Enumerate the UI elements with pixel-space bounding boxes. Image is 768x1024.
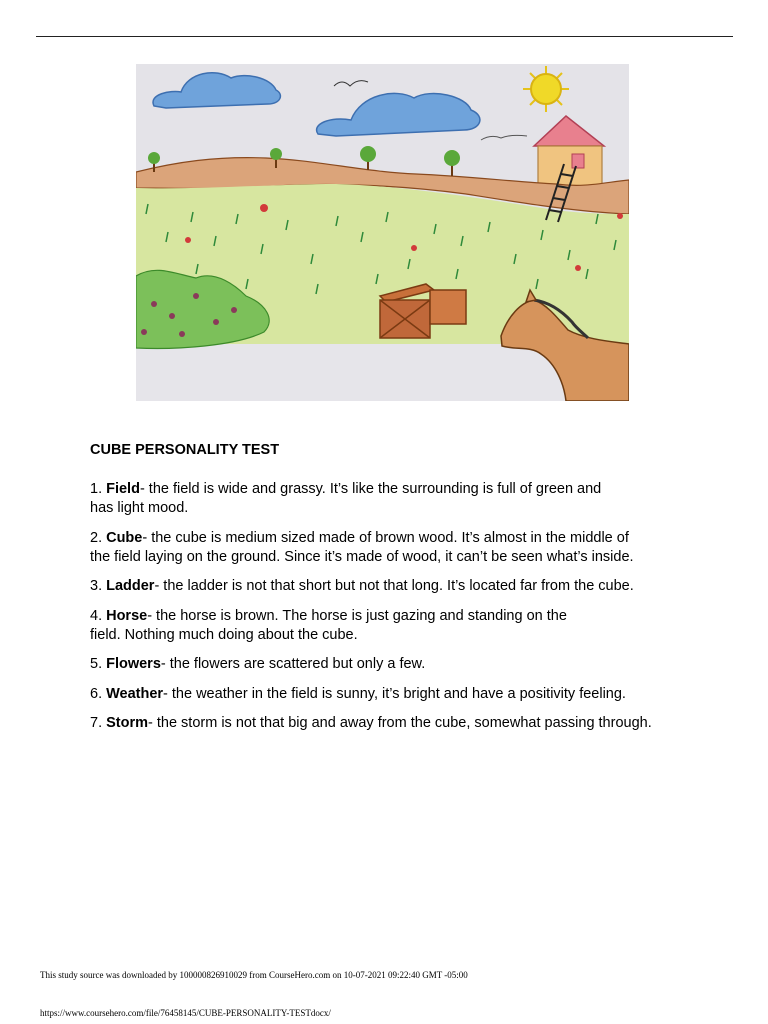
list-item-ladder	[90, 577, 690, 596]
answer-list	[90, 480, 690, 744]
item-term: Ladder	[106, 578, 155, 594]
item-text: - the ladder is not that short but not that long. It’s located far from the cube.	[154, 578, 634, 594]
item-number: 2.	[90, 529, 103, 546]
list-item-weather	[90, 685, 690, 704]
list-item-field	[90, 480, 690, 518]
download-note: This study source was downloaded by 100000826910029 from CourseHero.com on 10-07-2021 09:22:40 GMT -05:00	[40, 970, 468, 980]
item-term: Field	[106, 481, 140, 497]
item-text: - the flowers are scattered but only a few.	[160, 656, 426, 672]
list-item-cube	[90, 529, 690, 567]
item-number: 3.	[90, 578, 103, 594]
drawing-svg	[136, 64, 629, 401]
item-number: 7.	[90, 715, 103, 731]
list-item-flowers	[90, 655, 690, 674]
item-number: 6.	[90, 685, 103, 702]
crayon-drawing	[136, 64, 629, 401]
list-item-storm	[90, 714, 690, 733]
item-text: - the storm is not that big and away from the cube, somewhat passing through.	[148, 715, 652, 731]
item-text-cont: field. Nothing much doing about the cube.	[90, 626, 358, 643]
item-text: - the weather in the field is sunny, it’s bright and have a positivity feeling.	[163, 685, 626, 702]
item-number: 4.	[90, 607, 103, 624]
item-number: 5.	[90, 656, 103, 672]
item-term: Cube	[106, 529, 143, 546]
item-text: - the cube is medium sized made of brown wood. It’s almost in the middle of	[142, 529, 629, 546]
item-number: 1.	[90, 481, 103, 497]
source-url-link[interactable]: https://www.coursehero.com/file/76458145/CUBE-PERSONALITY-TESTdocx/	[40, 1008, 331, 1018]
item-text: - the horse is brown. The horse is just gazing and standing on the	[147, 607, 567, 624]
page-title: CUBE PERSONALITY TEST	[90, 442, 280, 458]
item-text-cont: has light mood.	[90, 500, 189, 516]
list-item-horse	[90, 607, 690, 645]
item-term: Horse	[106, 607, 148, 624]
item-term: Storm	[106, 715, 148, 731]
item-term: Flowers	[106, 656, 161, 672]
item-term: Weather	[106, 685, 164, 702]
top-rule	[36, 36, 733, 37]
item-text: - the field is wide and grassy. It’s like the surrounding is full of green and	[139, 481, 602, 497]
item-text-cont: the field laying on the ground. Since it’s made of wood, it can’t be seen what’s inside.	[90, 548, 634, 565]
